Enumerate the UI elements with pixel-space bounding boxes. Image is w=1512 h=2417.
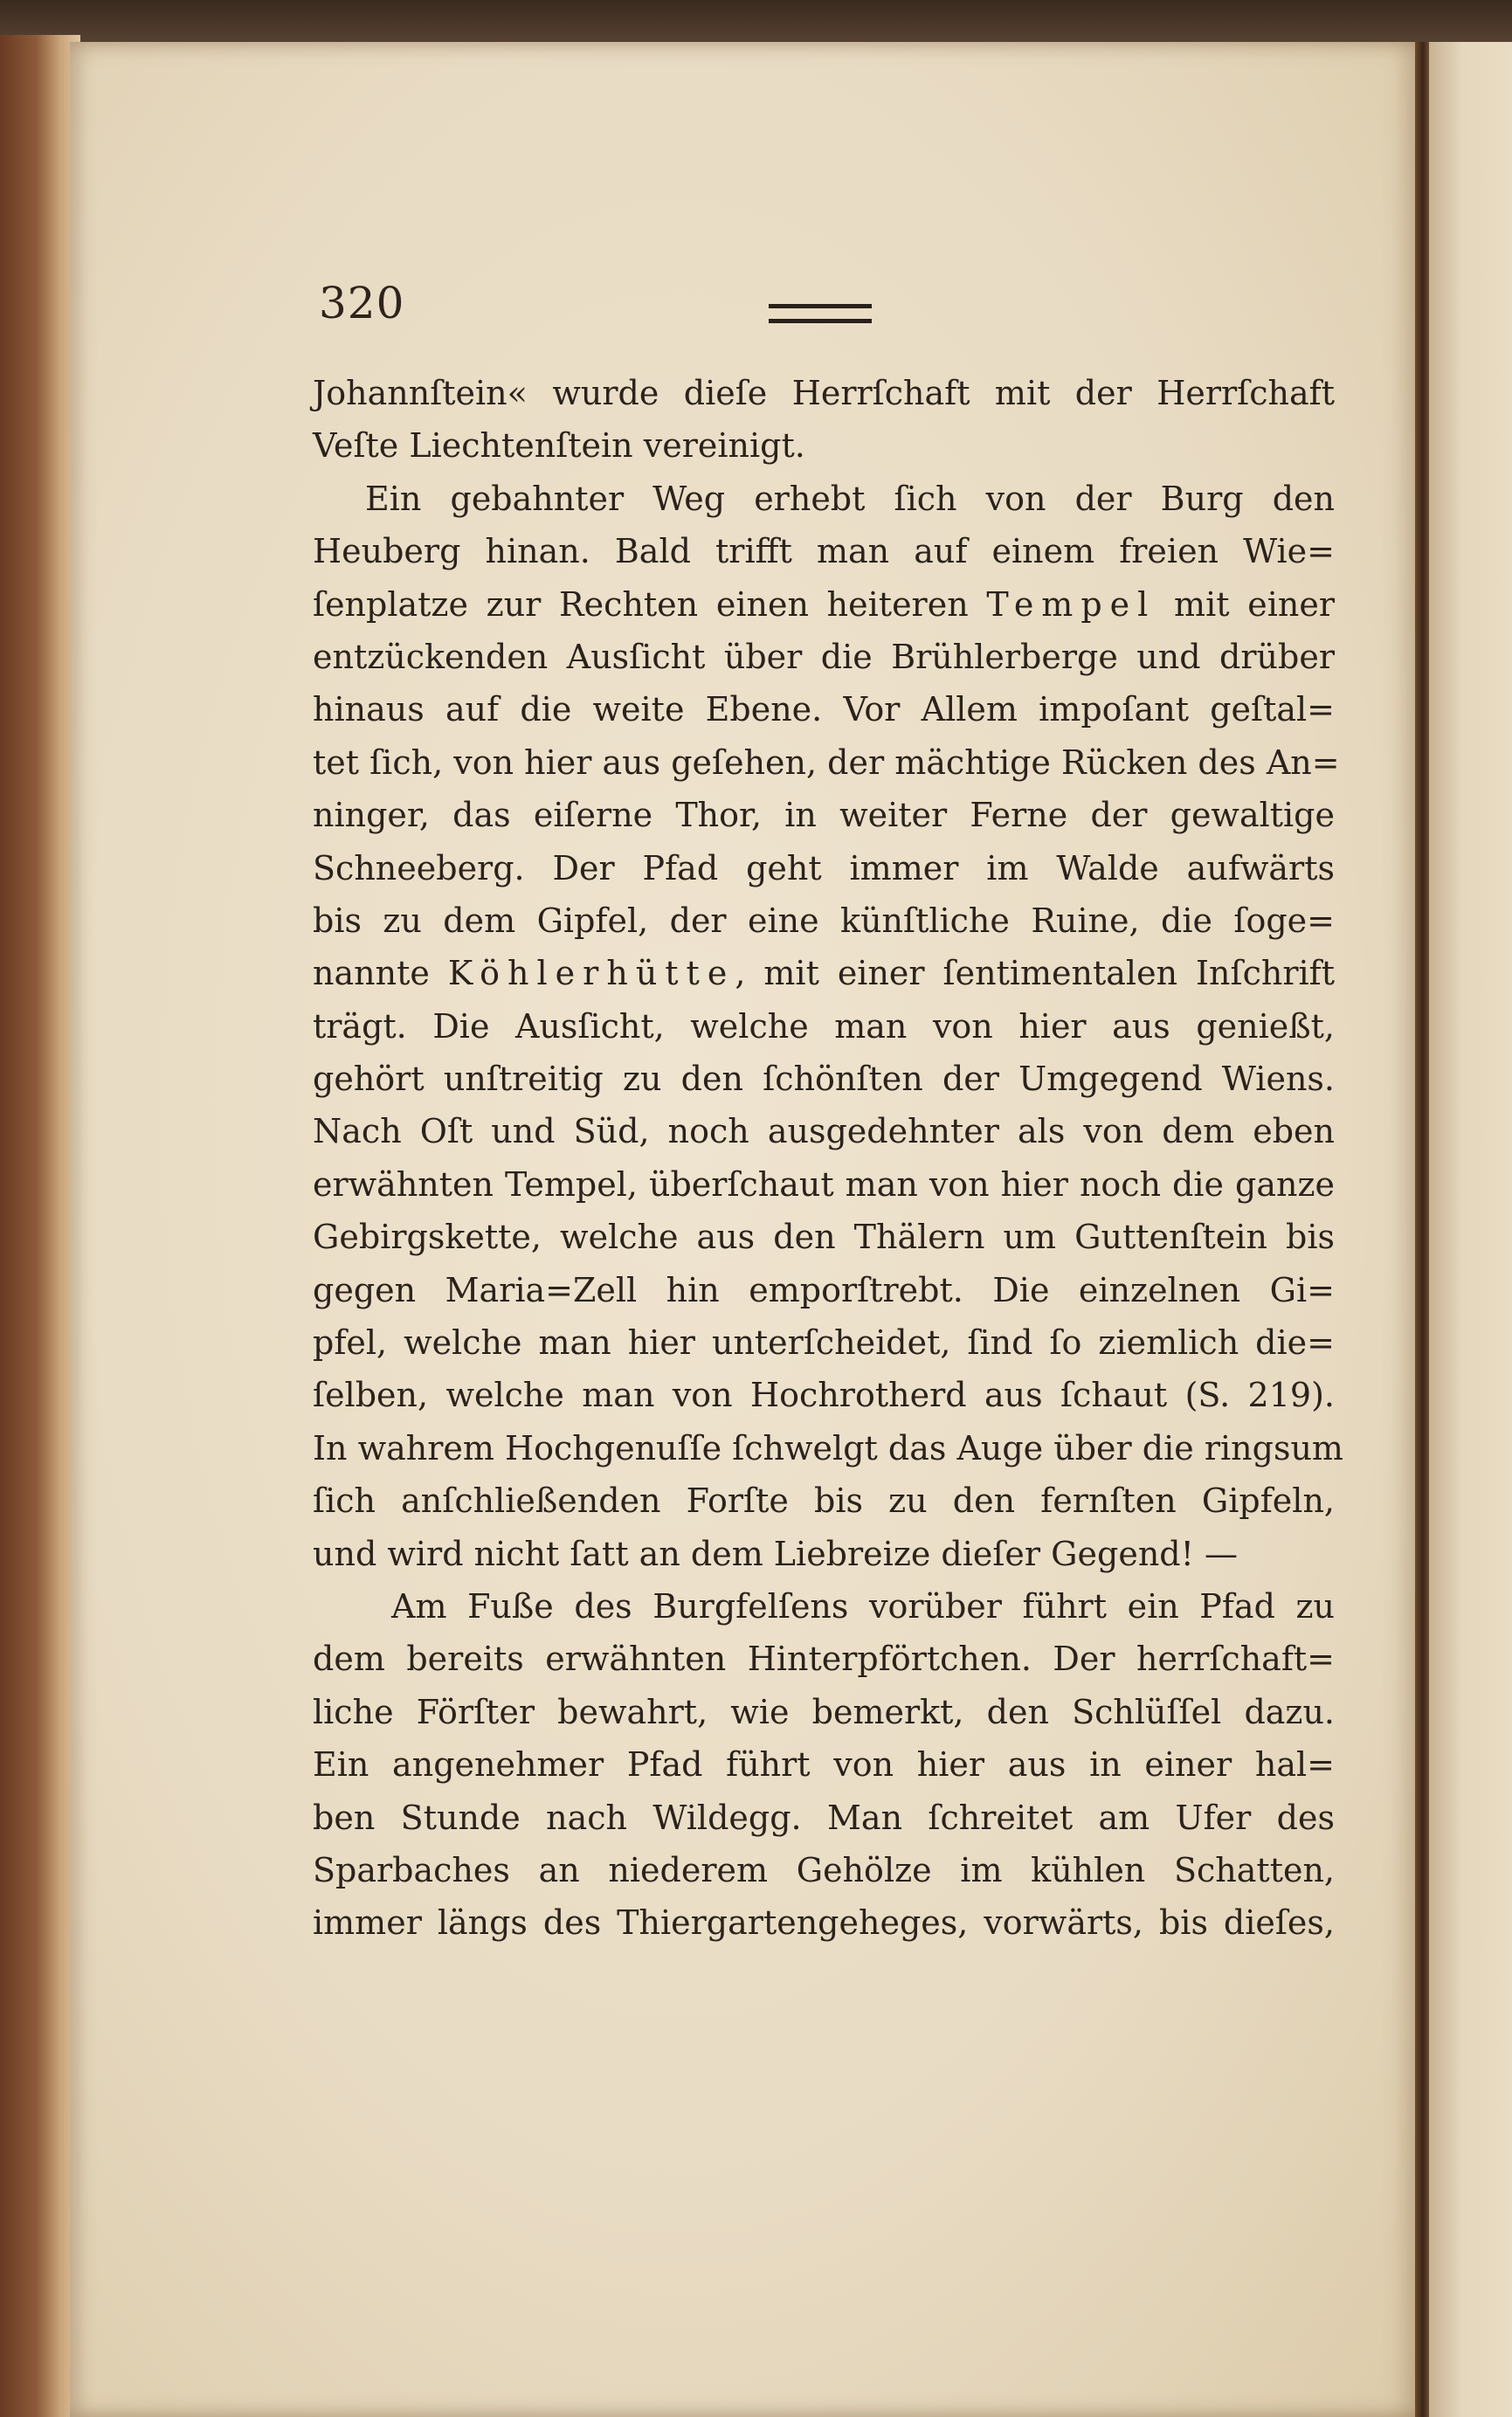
emphasis-tempel: Tempel bbox=[986, 584, 1156, 624]
text-line-12-start: nannte bbox=[313, 954, 448, 993]
text-line-5-start: ſenplatze zur Rechten einen heiteren bbox=[313, 584, 987, 624]
text-line-24: Am Fuße des Burgfelſens vorüber führt ein Pfad zu bbox=[391, 1586, 1335, 1626]
text-line-8: tet ſich, von hier aus geſehen, der mächtige Rücken des An= bbox=[313, 742, 1340, 782]
text-line-27: Ein angenehmer Pfad führt von hier aus in einer hal= bbox=[313, 1745, 1335, 1785]
text-line-18: gegen Maria=Zell hin emporſtrebt. Die einzelnen Gi= bbox=[313, 1270, 1335, 1309]
text-line-15: Nach Oſt und Süd, noch ausgedehnter als von dem eben bbox=[313, 1112, 1335, 1151]
book-spine-edge bbox=[0, 35, 80, 2417]
text-line-16: erwähnten Tempel, überſchaut man von hier noch die ganze bbox=[313, 1164, 1335, 1204]
text-line-4: Heuberg hinan. Bald trifft man auf einem freien Wie= bbox=[313, 532, 1335, 571]
text-line-3: Ein gebahnter Weg erhebt ſich von der Burg den bbox=[365, 479, 1335, 518]
page-number: 320 bbox=[319, 278, 405, 328]
text-line-5-end: mit einer bbox=[1156, 584, 1335, 624]
text-line-29: Sparbaches an niederem Gehölze im kühlen Schatten, bbox=[313, 1850, 1335, 1889]
text-line-19: pfel, welche man hier unterſcheidet, ſind ſo ziemlich die= bbox=[313, 1323, 1335, 1363]
text-line-22: ſich anſchließenden Forſte bis zu den fernſten Gipfeln, bbox=[313, 1481, 1335, 1521]
text-line-11: bis zu dem Gipfel, der eine künſtliche Ruine, die ſoge= bbox=[313, 901, 1335, 940]
text-line-7: hinaus auf die weite Ebene. Vor Allem impoſant geſtal= bbox=[313, 690, 1335, 729]
text-line-25: dem bereits erwähnten Hinterpförtchen. Der herrſchaft= bbox=[313, 1640, 1335, 1679]
text-line-17: Gebirgskette, welche aus den Thälern um Guttenſtein bis bbox=[313, 1218, 1335, 1257]
header-double-rule bbox=[769, 304, 872, 323]
next-page-edge bbox=[1429, 42, 1512, 2417]
text-line-10: Schneeberg. Der Pfad geht immer im Walde aufwärts bbox=[313, 848, 1335, 887]
text-line-1: Johannſtein« wurde dieſe Herrſchaft mit der Herrſchaft bbox=[313, 374, 1335, 412]
rule-line-bottom bbox=[769, 319, 872, 323]
text-line-21: In wahrem Hochgenuſſe ſchwelgt das Auge über die ringsum bbox=[313, 1428, 1343, 1467]
emphasis-koehlerhuette: Köhlerhütte bbox=[447, 954, 735, 993]
text-line-2: Veſte Liechtenſtein vereinigt. bbox=[313, 426, 805, 466]
text-line-12 bbox=[313, 947, 1335, 999]
text-line-12-end: , mit einer ſentimentalen Inſchrift bbox=[735, 954, 1335, 993]
text-line-5 bbox=[313, 578, 1335, 631]
text-line-26: liche Förſter bewahrt, wie bemerkt, den Schlüſſel dazu. bbox=[313, 1692, 1335, 1731]
body-text bbox=[313, 367, 1343, 1950]
rule-line-top bbox=[769, 304, 872, 308]
text-line-14: gehört unſtreitig zu den ſchönſten der Umgegend Wiens. bbox=[313, 1060, 1335, 1099]
text-line-6: entzückenden Ausſicht über die Brühlerberge und drüber bbox=[313, 637, 1335, 676]
text-line-20: ſelben, welche man von Hochrotherd aus ſchaut (S. 219). bbox=[313, 1376, 1335, 1415]
text-line-28: ben Stunde nach Wildegg. Man ſchreitet am Ufer des bbox=[313, 1798, 1335, 1837]
text-line-13: trägt. Die Ausſicht, welche man von hier aus genießt, bbox=[313, 1006, 1335, 1046]
text-line-9: ninger, das eiſerne Thor, in weiter Ferne der gewaltige bbox=[313, 796, 1335, 835]
text-line-30: immer längs des Thiergartengeheges, vorwärts, bis dieſes, bbox=[313, 1903, 1335, 1943]
text-line-23: und wird nicht ſatt an dem Liebreize dieſer Gegend! — bbox=[313, 1534, 1238, 1573]
